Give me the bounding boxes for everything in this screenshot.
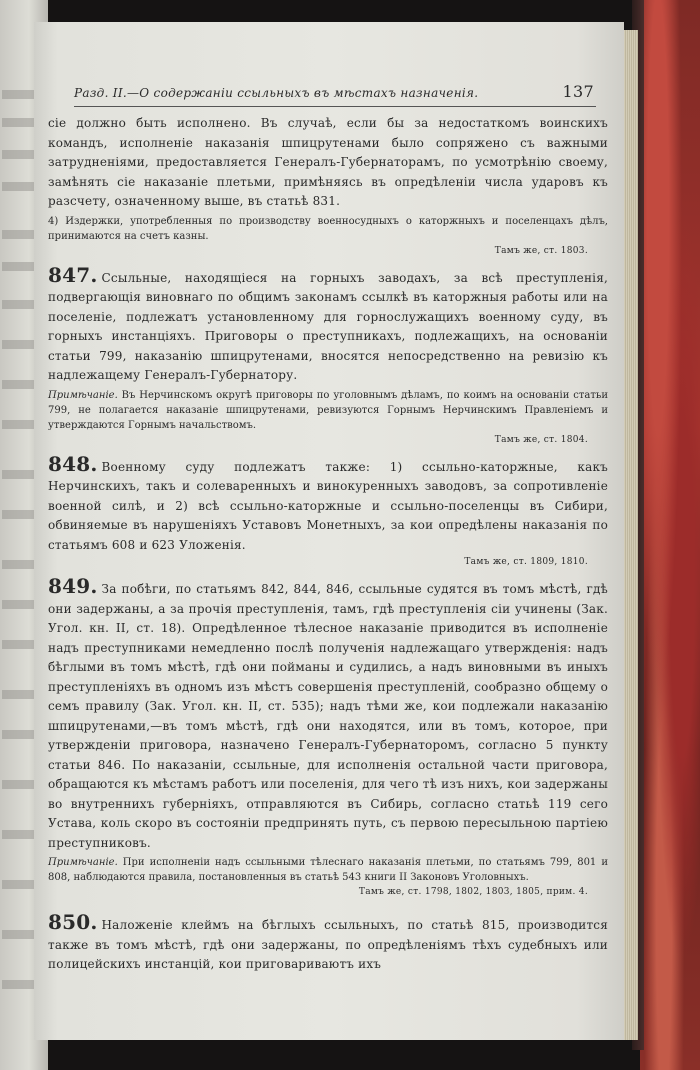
article-849 xyxy=(48,574,608,853)
article-848-number: 848. xyxy=(48,451,98,476)
article-849-note-text: При исполненіи надъ ссыльными тѣлеснаго наказанія плетьми, по статьямъ 799, 801 и 808, наблюдаются правила, постановленныя въ статьѣ 543 книги II Законовъ Уголовныхъ. xyxy=(48,857,608,883)
article-847 xyxy=(48,262,608,386)
article-848 xyxy=(48,451,608,556)
intro-item-4: 4) Издержки, употребленныя по производству военносудныхъ о каторжныхъ и поселенцахъ дѣлъ, принимаются на счетъ казны. xyxy=(48,215,608,242)
page-number: 137 xyxy=(562,82,594,101)
article-849-note-label: Примѣчаніе. xyxy=(48,857,118,868)
page-body xyxy=(48,114,608,975)
marbled-cover xyxy=(640,0,700,1070)
article-847-note-text: Въ Нерчинскомъ округѣ приговоры по уголовнымъ дѣламъ, по коимъ на основаніи статьи 799, не полагается наказаніе шпицрутенами, ревизуются Горнымъ Нерчинскимъ Правленіемъ и утверждаются Горнымъ начальствомъ. xyxy=(48,389,609,431)
article-850 xyxy=(48,910,608,975)
intro-source: Тамъ же, ст. 1803. xyxy=(494,245,588,256)
article-850-text: Наложеніе клеймъ на бѣглыхъ ссыльныхъ, по статьѣ 815, производится также въ томъ мѣстѣ, гдѣ они задержаны, по опредѣленіямъ тѣхъ судебныхъ или полицейскихъ инстанцій, кои приговариваютъ ихъ xyxy=(48,918,608,971)
book-page xyxy=(34,22,624,1040)
running-header xyxy=(74,80,594,104)
article-847-source: Тамъ же, ст. 1804. xyxy=(494,434,588,445)
article-850-number: 850. xyxy=(48,910,98,934)
header-rule xyxy=(74,106,596,107)
article-847-number: 847. xyxy=(48,262,98,287)
article-847-note xyxy=(48,388,608,433)
intro-paragraph: сіе должно быть исполнено. Въ случаѣ, если бы за недостаткомъ воинскихъ командъ, исполненіе наказанія шпицрутенами было сопряжено съ важными затрудненіями, предоставляется Генералъ-Губернаторамъ, по усмотрѣнію своему, замѣнять сіе наказаніе плетьми, примѣняясь въ опредѣленіи числа ударовъ къ разсчету, означенному выше, въ статьѣ 831. xyxy=(48,116,608,208)
article-849-note xyxy=(48,855,608,885)
article-847-note-label: Примѣчаніе. xyxy=(48,389,118,401)
article-849-source: Тамъ же, ст. 1798, 1802, 1803, 1805, прим. 4. xyxy=(358,887,588,897)
article-848-text: Военному суду подлежатъ также: 1) ссыльно-каторжные, какъ Нерчинскихъ, такъ и солеваренныхъ и винокуренныхъ заводовъ, за сопротивленіе военной силѣ, и 2) всѣ ссыльно-каторжные и ссыльно-поселенцы въ Сибири, обвиняемые въ нарушеніяхъ Уставовъ Монетныхъ, за кои опредѣлены наказанія по статьямъ 608 и 623 Уложенія. xyxy=(48,459,608,552)
article-848-source: Тамъ же, ст. 1809, 1810. xyxy=(464,557,588,567)
article-849-text: За побѣги, по статьямъ 842, 844, 846, ссыльные судятся въ томъ мѣстѣ, гдѣ они задержаны, а за прочія преступленія, тамъ, гдѣ преступленія сіи учинены (Зак. Угол. кн. II, ст. 18). Опредѣленное тѣлесное наказаніе приводится въ исполненіе надъ преступниками немедленно послѣ полученія надлежащаго утвержденія: надъ бѣглыми въ томъ мѣстѣ, гдѣ они пойманы и судились, а надъ виновными въ иныхъ преступленіяхъ въ одномъ изъ мѣстъ совершенія преступленій, сообразно общему о семъ правилу (Зак. Угол. кн. II, ст. 535); надъ тѣми же, кои подлежали наказанію шпицрутенами,—въ томъ мѣстѣ, гдѣ они находятся, или въ томъ, которое, при утвержденіи приговора, назначено Генералъ-Губернаторомъ, согласно 5 пункту статьи 846. По наказаніи, ссыльные, для исполненія остальной части приговора, обращаются къ мѣстамъ работъ или поселенія, для чего тѣ изъ нихъ, кои задержаны во внутреннихъ губерніяхъ, отправляются въ Сибирь, согласно статьѣ 119 сего Устава, коль скоро въ состояніи предпринять путь, съ первою пересыльною партіею преступниковъ. xyxy=(48,582,608,850)
article-847-text: Ссыльные, находящіеся на горныхъ заводахъ, за всѣ преступленія, подвергающія виновнаго по общимъ законамъ ссылкѣ въ каторжныя работы или на поселеніе, подлежатъ установленному для горнослужащихъ военному суду, въ горныхъ инстанціяхъ. Приговоры о преступникахъ, подлежащихъ, на основаніи статьи 799, наказанію шпицрутенами, вносятся непосредственно на ревизію къ надлежащему Генералъ-Губернатору. xyxy=(48,270,608,382)
article-849-number: 849. xyxy=(48,574,98,598)
header-title: Разд. II.—О содержаніи ссыльныхъ въ мѣстахъ назначенія. xyxy=(74,86,479,100)
